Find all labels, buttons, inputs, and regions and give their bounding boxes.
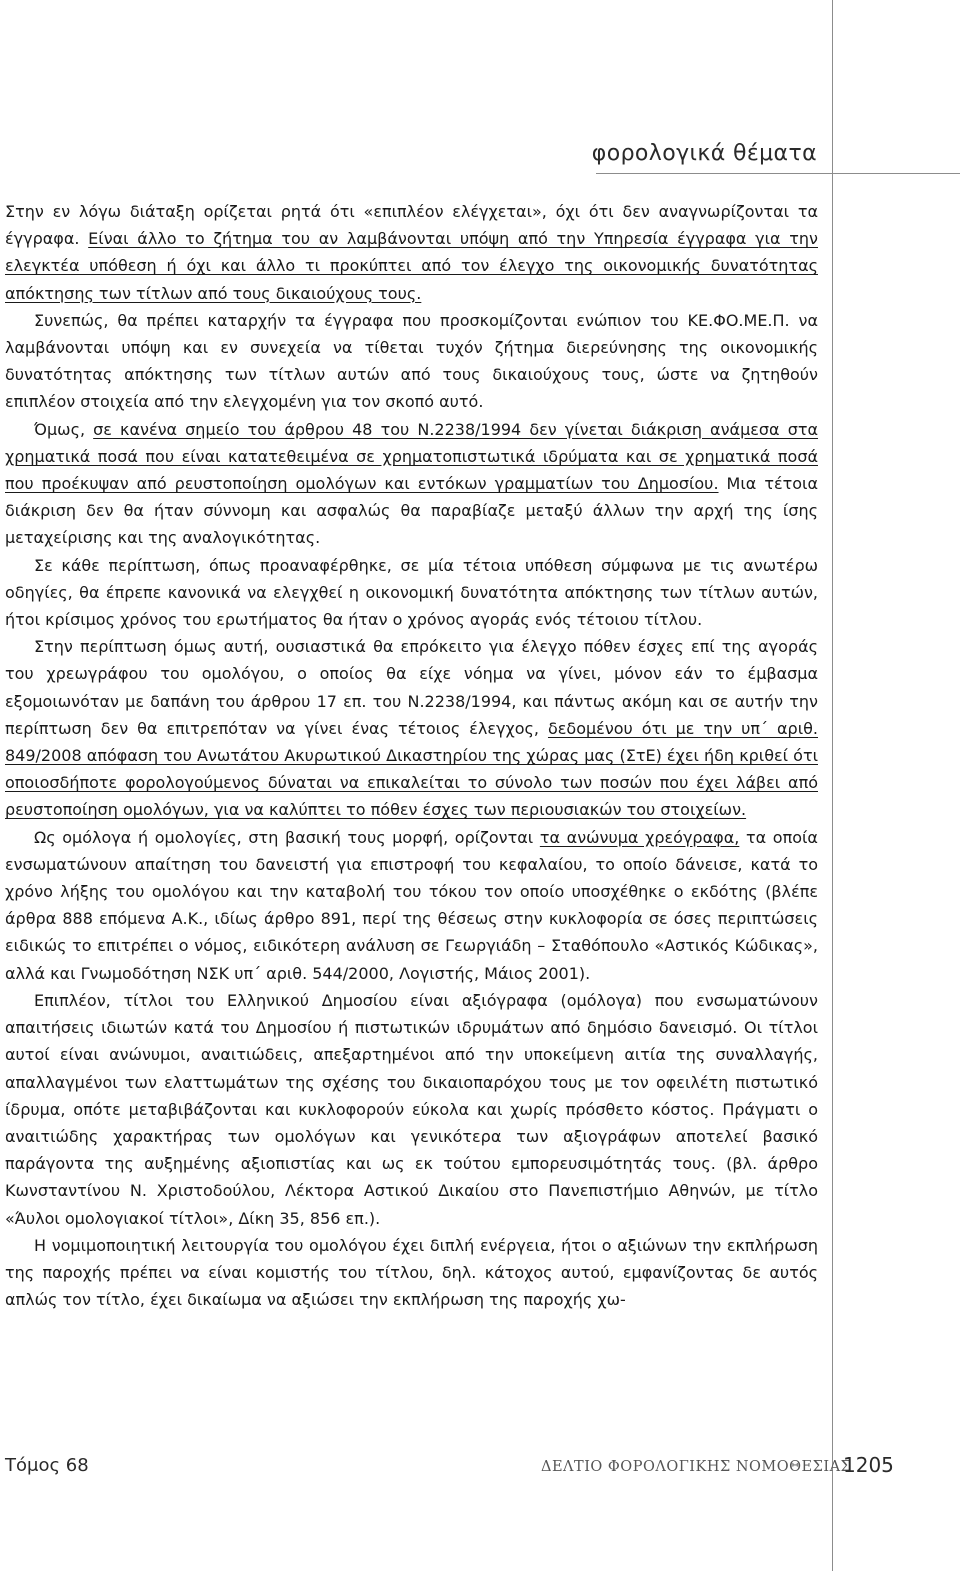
page-number: 1205 [843,1453,894,1477]
section-title: φορολογικά θέματα [591,141,817,166]
text-run: Η νομιμοποιητική λειτουργία του ομολόγου έχει διπλή ενέργεια, ήτοι ο αξιώνων την εκπλήρωση της παροχής πρέπει να είναι κομιστής του τίτλου, δηλ. κάτοχος αυτού, εμφανίζοντας δε αυτός απλώς τον τίτλο, έχει δικαίωμα να αξιώσει την εκπλήρωση της παροχής χω- [5,1235,818,1310]
text-run: Στην εν λόγω διάταξη ορίζεται ρητά ότι «επιπλέον ελέγχεται», όχι ότι δεν αναγνωρίζονται τα έγγραφα. [5,202,818,249]
journal-name: ΔΕΛΤΙΟ ΦΟΡΟΛΟΓΙΚΗΣ ΝΟΜΟΘΕΣΙΑΣ [541,1459,852,1475]
volume-label: Τόμος 68 [5,1455,89,1476]
underlined-text: σε κανένα σημείο του άρθρου 48 του Ν.2238/1994 δεν γίνεται διάκριση ανάμεσα στα χρηματικά ποσά που είναι κατατεθειμένα σε χρηματοπιστωτικά ιδρύματα και σε χρηματικά ποσά που προέκυψαν από ρευστοποίηση ομολόγων και εντόκων γραμματίων του Δημοσίου. [5,419,819,494]
text-run: Ως ομόλογα ή ομολογίες, στη βασική τους μορφή, ορίζονται [34,827,540,847]
text-run: Σε κάθε περίπτωση, όπως προαναφέρθηκε, σε μία τέτοια υπόθεση σύμφωνα με τις ανωτέρω οδηγίες, θα έπρεπε κανονικά να ελεγχθεί η οικονομική δυνατότητα απόκτησης των τίτλων αυτών, ήτοι κρίσιμος χρόνος του ερωτήματος θα ήταν ο χρόνος αγοράς ενός τέτοιου τίτλου. [5,555,818,630]
margin-divider-line [832,0,833,1571]
text-run: Μια τέτοια διάκριση δεν θα ήταν σύννομη και ασφαλώς θα παραβίαζε μεταξύ άλλων την αρχή της ίσης μεταχείρισης και της αναλογικότητας. [5,474,818,548]
paragraph [5,987,818,1232]
paragraph [5,1232,818,1314]
paragraph [5,198,818,307]
underlined-text: Είναι άλλο το ζήτημα του αν λαμβάνονται υπόψη από την Υπηρεσία έγγραφα για την ελεγκτέα υπόθεση ή όχι και άλλο τι προκύπτει από τον έλεγχο της οικονομικής δυνατότητας απόκτησης των τίτλων από τους δικαιούχους τους. [5,229,818,303]
paragraph [5,824,818,987]
text-run: Επιπλέον, τίτλοι του Ελληνικού Δημοσίου είναι αξιόγραφα (ομόλογα) που ενσωματώνουν απαιτήσεις ιδιωτών κατά του Δημοσίου ή πιστωτικών ιδρυμάτων από δημόσιο δανεισμό. Οι τίτλοι αυτοί είναι ανώνυμοι, αναιτιώδεις, απεξαρτημένοι από την υποκείμενη αιτία της συναλλαγής, απαλλαγμένοι των ελαττωμάτων της σχέσης του δικαιοπαρόχου τους με τον οφειλέτη πιστωτικό ίδρυμα, οπότε μεταβιβάζονται και κυκλοφορούν εύκολα και χωρίς πρόσθετο κόστος. Πράγματι ο αναιτιώδης χαρακτήρας των ομολόγων και γενικότερα των αξιογράφων αποτελεί βασικό παράγοντα της αυξημένης αξιοπιστίας και ως εκ τούτου εμπορευσιμότητάς τους. (βλ. άρθρο Κωνσταντίνου Ν. Χριστοδούλου, Λέκτορα Αστικού Δικαίου στο Πανεπιστήμιο Αθηνών, με τίτλο «Άυλοι ομολογιακοί τίτλοι», Δίκη 35, 856 επ.). [5,990,818,1228]
paragraph [5,633,818,823]
paragraph [5,307,818,416]
body-text [5,198,818,1313]
text-run: Όμως, [34,419,94,439]
paragraph [5,416,818,552]
underlined-text: δεδομένου ότι με την υπ΄ αριθ. 849/2008 απόφαση του Ανωτάτου Ακυρωτικού Δικαστηρίου της χώρας μας (ΣτΕ) έχει ήδη κριθεί ότι οποιοσδήποτε φορολογούμενος δύναται να επικαλείται το σύνολο των ποσών που έχει λάβει από ρευστοποίηση ομολόγων, για να καλύπτει το πόθεν έσχες των περιουσιακών του στοιχείων. [5,718,818,820]
underlined-text: τα ανώνυμα χρεόγραφα, [539,827,740,847]
text-run: Συνεπώς, θα πρέπει καταρχήν τα έγγραφα που προσκομίζονται ενώπιον του ΚΕ.ΦΟ.ΜΕ.Π. να λαμβάνονται υπόψη και εν συνεχεία να τίθεται τυχόν ζήτημα διερεύνησης της οικονομικής δυνατότητας απόκτησης των τίτλων αυτών από τους δικαιούχους τους, ώστε να ζητηθούν επιπλέον στοιχεία από την ελεγχομένη για τον σκοπό αυτό. [5,310,818,412]
header-rule [596,173,960,174]
text-run: τα οποία ενσωματώνουν απαίτηση του δανειστή για επιστροφή του κεφαλαίου, το οποίο δάνεισε, κατά το χρόνο λήξης του ομολόγου και την καταβολή του τόκου τον οποίο υποσχέθηκε ο εκδότης (βλέπε άρθρα 888 επόμενα Α.Κ., ιδίως άρθρο 891, περί της θέσεως στην κυκλοφορία σε όσες περιπτώσεις ειδικώς το επιτρέπει ο νόμος, ειδικότερη ανάλυση σε Γεωργιάδη – Σταθόπουλο «Αστικός Κώδικας», αλλά και Γνωμοδότηση ΝΣΚ υπ΄ αριθ. 544/2000, Λογιστής, Μάιος 2001). [5,827,818,983]
paragraph [5,552,818,634]
text-run: Στην περίπτωση όμως αυτή, ουσιαστικά θα επρόκειτο για έλεγχο πόθεν έσχες επί της αγοράς του χρεωγράφου του ομολόγου, ο οποίος θα είχε νόημα να γίνει, μόνον εάν το έμβασμα εξομοιωνόταν με δαπάνη του άρθρου 17 επ. του Ν.2238/1994, και πάντως ακόμη και σε αυτήν την περίπτωση δεν θα επιτρεπόταν να γίνει ένας τέτοιος έλεγχος, [5,637,818,738]
